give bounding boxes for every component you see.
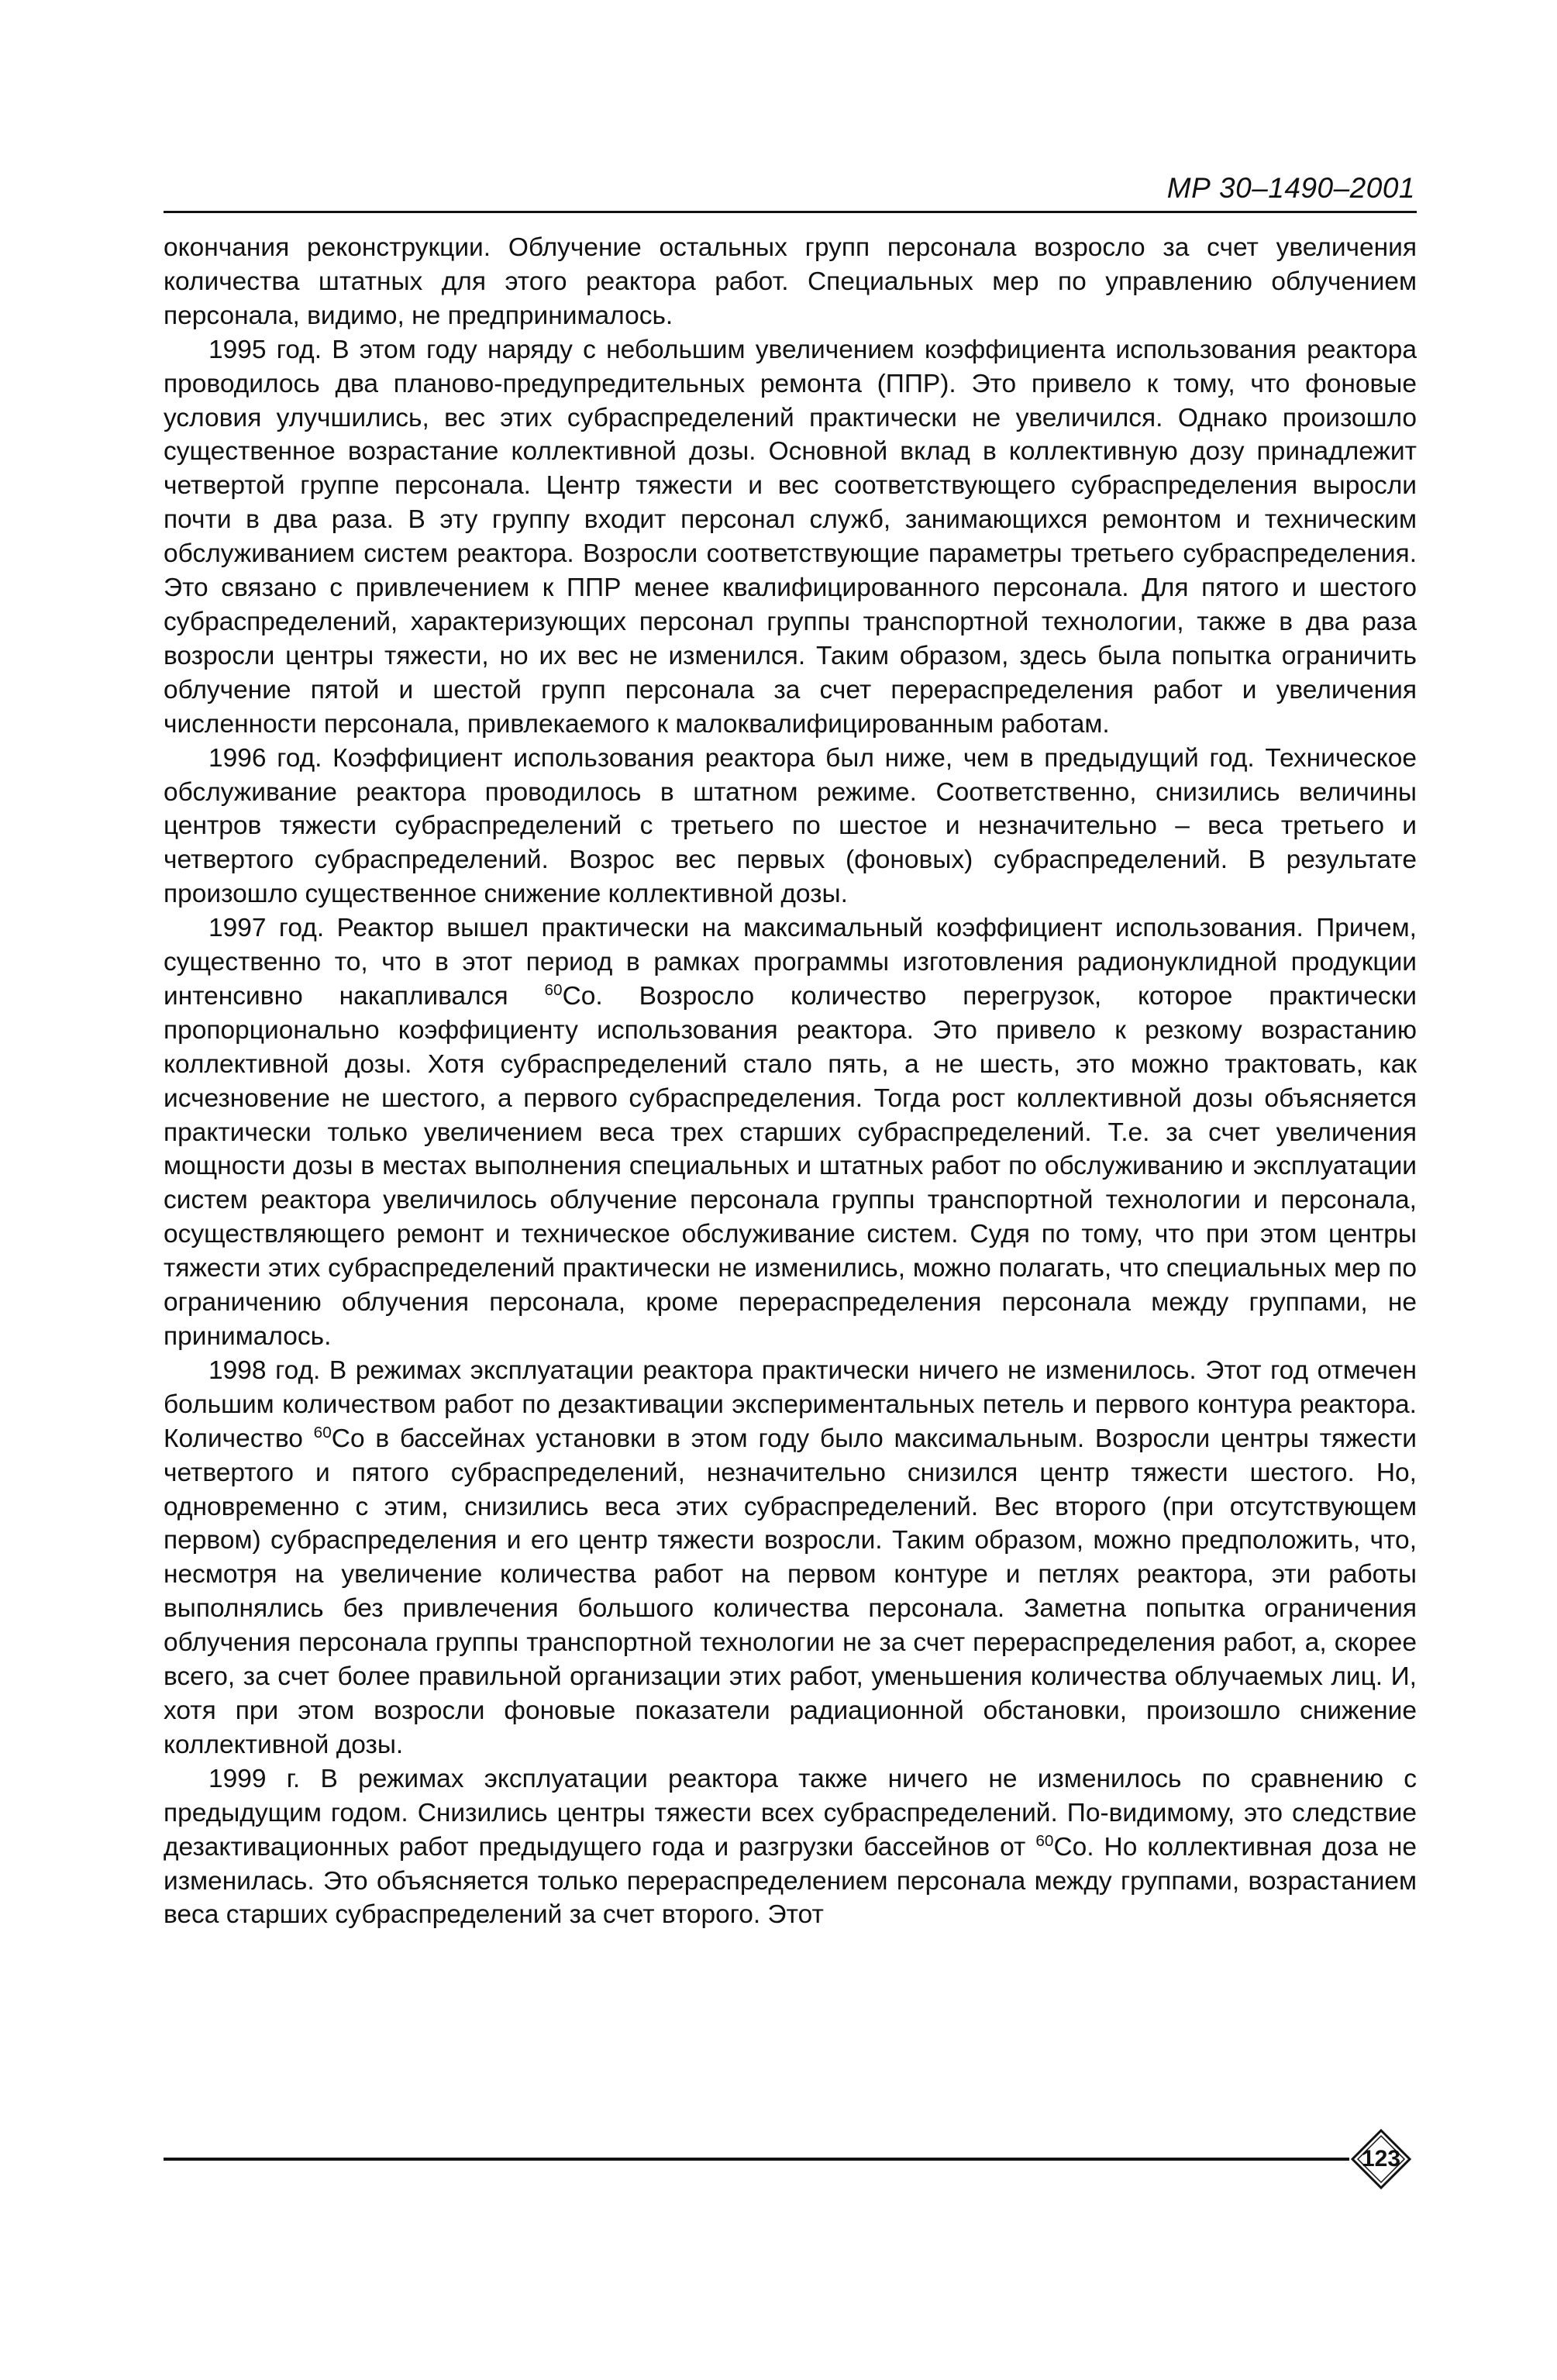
paragraph-1999 bbox=[164, 1762, 1417, 1933]
document-code-header: МР 30–1490–2001 bbox=[1166, 172, 1415, 204]
paragraph-1999-text-b: Co. Но коллективная доза не изменилась. Это объясняется только перераспределением персонала между группами, возрастанием веса старших субраспределений за счет второго. Этот bbox=[164, 1832, 1417, 1930]
isotope-mass-number: 60 bbox=[313, 1423, 332, 1441]
paragraph-1997-text-b: Co. Возросло количество перегрузок, которое практически пропорционально коэффициенту использования реактора. Это привело к резкому возрастанию коллективной дозы. Хотя субраспределений стало пять, а не шесть, это можно трактовать, как исчезновение не шестого, а первого субраспределения. Тогда рост коллективной дозы объясняется практически только увеличением веса трех старших субраспределений. Т.е. за счет увеличения мощности дозы в местах выполнения специальных и штатных работ по обслуживанию и эксплуатации систем реактора увеличилось облучение персонала группы транспортной технологии и персонала, осуществляющего ремонт и техническое обслуживание систем. Судя по тому, что при этом центры тяжести этих субраспределений практически не изменились, можно полагать, что специальных мер по ограничению облучения персонала, кроме перераспределения персонала между группами, не принималось. bbox=[164, 981, 1417, 1351]
header-rule bbox=[164, 211, 1417, 213]
paragraph-1995-text: 1995 год. В этом году наряду с небольшим увеличением коэффициента использования реактора проводилось два планово-предупредительных ремонта (ППР). Это привело к тому, что фоновые условия улучшились, вес этих субраспределений практически не увеличился. Однако произошло существенное возрастание коллективной дозы. Основной вклад в коллективную дозу принадлежит четвертой группе персонала. Центр тяжести и вес соответствующего субраспределения выросли почти в два раза. В эту группу входит персонал служб, занимающихся ремонтом и техническим обслуживанием систем реактора. Возросли соответствующие параметры третьего субраспределения. Это связано с привлечением к ППР менее квалифицированного персонала. Для пятого и шестого субраспределений, характеризующих персонал группы транспортной технологии, также в два раза возросли центры тяжести, но их вес не изменился. Таким образом, здесь была попытка ограничить облучение пятой и шестой групп персонала за счет перераспределения работ и увеличения численности персонала, привлекаемого к малоквалифицированным работам. bbox=[164, 335, 1417, 739]
paragraph-1998-text-a: 1998 год. В режимах эксплуатации реактора практически ничего не изменилось. Этот год отмечен большим количеством работ по дезактивации экспериментальных петель и первого контура реактора. Количество bbox=[164, 1355, 1417, 1453]
paragraph-continuation bbox=[164, 231, 1417, 333]
paragraph-1999-text-a: 1999 г. В режимах эксплуатации реактора также ничего не изменилось по сравнению с предыдущим годом. Снизились центры тяжести всех субраспределений. По-видимому, это следствие дезактивационных работ предыдущего года и разгрузки бассейнов от bbox=[164, 1764, 1417, 1862]
page-number-badge bbox=[1350, 2128, 1412, 2190]
paragraph-continuation-text: окончания реконструкции. Облучение остальных групп персонала возросло за счет увеличения количества штатных для этого реактора работ. Специальных мер по управлению облучением персонала, видимо, не предпринималось. bbox=[164, 233, 1417, 330]
paragraph-1995 bbox=[164, 333, 1417, 742]
paragraph-1998-text-b: Co в бассейнах установки в этом году было максимальным. Возросли центры тяжести четвертого и пятого субраспределений, незначительно снизился центр тяжести шестого. Но, одновременно с этим, снизились веса этих субраспределений. Вес второго (при отсутствующем первом) субраспределения и его центр тяжести возросли. Таким образом, можно предположить, что, несмотря на увеличение количества работ на первом контуре и петлях реактора, эти работы выполнялись без привлечения большого количества персонала. Заметна попытка ограничения облучения персонала группы транспортной технологии не за счет перераспределения работ, а, скорее всего, за счет более правильной организации этих работ, уменьшения количества облучаемых лиц. И, хотя при этом возросли фоновые показатели радиационной обстановки, произошло снижение коллективной дозы. bbox=[164, 1424, 1417, 1759]
body-text bbox=[164, 231, 1417, 1932]
paragraph-1997 bbox=[164, 911, 1417, 1354]
isotope-mass-number: 60 bbox=[544, 980, 563, 999]
isotope-mass-number: 60 bbox=[1035, 1831, 1054, 1850]
paragraph-1997-text-a: 1997 год. Реактор вышел практически на максимальный коэффициент использования. Причем, существенно то, что в этот период в рамках программы изготовления радионуклидной продукции интенсивно накапливался bbox=[164, 914, 1417, 1011]
paragraph-1996-text: 1996 год. Коэффициент использования реактора был ниже, чем в предыдущий год. Техническое обслуживание реактора проводилось в штатном режиме. Соответственно, снизились величины центров тяжести субраспределений с третьего по шестое и незначительно – веса третьего и четвертого субраспределений. Возрос вес первых (фоновых) субраспределений. В результате произошло существенное снижение коллективной дозы. bbox=[164, 743, 1417, 909]
paragraph-1998 bbox=[164, 1354, 1417, 1762]
page-number: 123 bbox=[1361, 2146, 1401, 2172]
footer-rule bbox=[164, 2158, 1349, 2161]
paragraph-1996 bbox=[164, 742, 1417, 912]
